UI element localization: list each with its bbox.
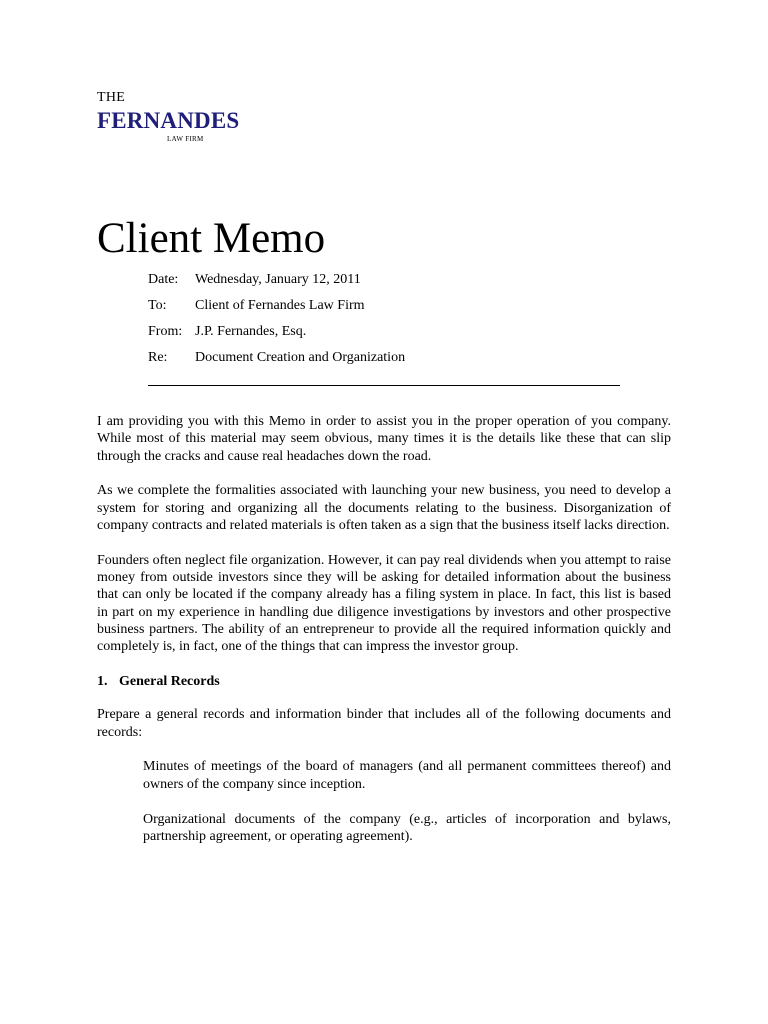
field-to bbox=[148, 296, 405, 322]
field-value: J.P. Fernandes, Esq. bbox=[195, 324, 307, 339]
memo-body bbox=[97, 413, 671, 863]
body-paragraph: I am providing you with this Memo in order to assist you in the proper operation of you company. While most of this material may seem obvious, many times it is the details like these that can slip through the cracks and cause real headaches down the road. bbox=[97, 414, 671, 464]
section-title: General Records bbox=[119, 674, 220, 690]
section-heading bbox=[97, 673, 671, 690]
field-label: Re: bbox=[148, 350, 168, 365]
field-label: To: bbox=[148, 298, 167, 313]
logo-the: THE bbox=[97, 90, 126, 105]
field-date bbox=[148, 270, 405, 296]
field-value: Wednesday, January 12, 2011 bbox=[195, 272, 361, 287]
field-value: Client of Fernandes Law Firm bbox=[195, 298, 365, 313]
list-item: Minutes of meetings of the board of managers (and all permanent committees thereof) and owners of the company since inception. bbox=[143, 759, 671, 792]
logo-firm-name: FERNANDES bbox=[97, 108, 240, 133]
body-paragraph: Founders often neglect file organization. However, it can pay real dividends when you attempt to raise money from outside investors since they will be asking for detailed information about the business that can only be located if the company already has a filing system in place. In fact, this list is based in part on my experience in handling due diligence investigations by investors and other prospective business partners. The ability of an entrepreneur to provide all the required information quickly and completely is, in fact, one of the things that can impress the investor group. bbox=[97, 552, 671, 655]
field-label: Date: bbox=[148, 272, 179, 287]
field-label: From: bbox=[148, 324, 183, 339]
memo-title: Client Memo bbox=[97, 215, 326, 262]
body-paragraph: As we complete the formalities associated with launching your new business, you need to develop a system for storing and organizing all the documents relating to the business. Disorganization of company contracts and related materials is often taken as a sign that the business itself lacks direction. bbox=[97, 483, 671, 533]
section-number: 1. bbox=[97, 674, 108, 690]
list-item: Organizational documents of the company (e.g., articles of incorporation and bylaws, partnership agreement, or operating agreement). bbox=[143, 811, 671, 844]
memo-header-fields bbox=[148, 270, 405, 374]
field-value: Document Creation and Organization bbox=[195, 350, 406, 365]
field-from bbox=[148, 322, 405, 348]
logo-subtitle: LAW FIRM bbox=[167, 135, 204, 143]
firm-logo bbox=[97, 90, 239, 144]
header-divider bbox=[148, 385, 620, 386]
field-re bbox=[148, 348, 405, 374]
section-intro: Prepare a general records and information binder that includes all of the following documents and records: bbox=[97, 707, 671, 740]
